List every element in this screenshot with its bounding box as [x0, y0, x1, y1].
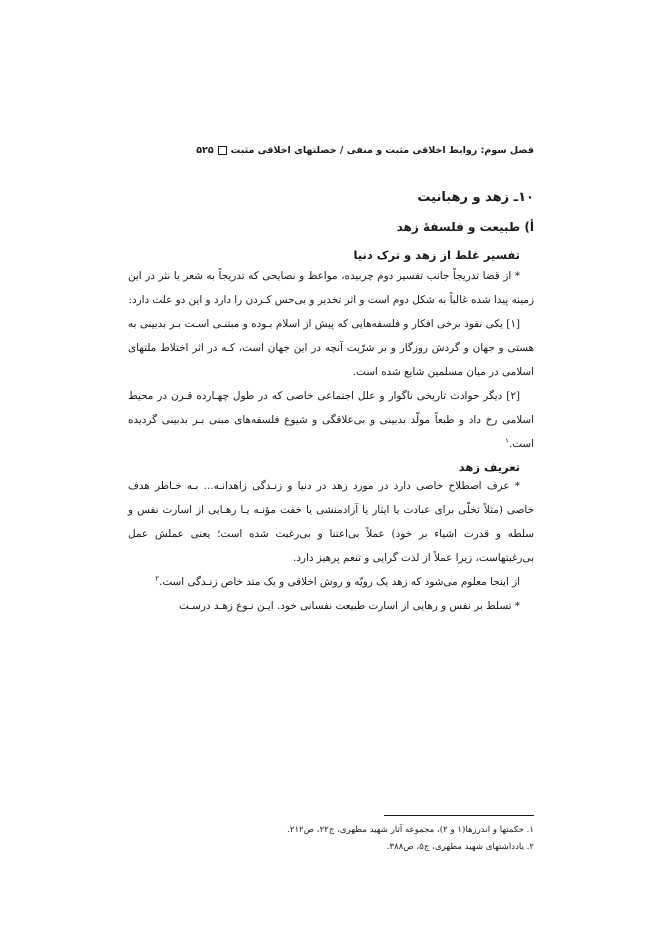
page-marker-icon — [218, 146, 227, 155]
footnote-1: ۱. حکمتها و اندرزها(۱ و ۲)، مجموعه آثار شهید مطهری، ج۲۲، ص۲۱۲. — [287, 825, 534, 835]
body-text — [128, 178, 534, 618]
running-title: فصل سوم: روابط اخلاقی مثبت و منفی / خصلتهای اخلاقی مثبت — [230, 145, 534, 156]
footnote-divider — [384, 815, 534, 816]
paragraph-5 — [128, 570, 534, 594]
paragraph-3-text: [۲] دیگر حوادث تاریخی ناگوار و علل اجتماعی خاصی که در طول چهـارده قـرن در محیط اسلامی رخ داد و طبعاً مولّد بدبینی و بی‌علاقگی و شیوع فلسفه‌های مبنی بـر بدبینی گردیده است. — [128, 390, 534, 450]
footnote-ref-1: ۱ — [505, 436, 509, 445]
paragraph-4: * عرف اصطلاح خاصی دارد در مورد زهد در دنیا و زنـدگی زاهدانـه... بـه خـاطر هدف خاصی (مثلاً تخلّی برای عبادت یا ایثار یا آزادمنشی یا خفت مؤنـه یـا رهـایی از اسارت نفس و سلطه و قدرت اشیاء بر خود) عملاً بی‌اعتنا و بی‌رغبت شده است؛ یعنی عملش عمل بی‌رغبتهاست، زیرا عملاً از لذت گرایی و تنعم پرهیز دارد. — [128, 480, 534, 564]
footnote-2: ۲. یادداشتهای شهید مطهری، ج۵، ص۳۸۸. — [386, 842, 534, 852]
paragraph-3 — [128, 384, 534, 456]
footnotes — [128, 822, 534, 856]
subsection-heading: أ) طبیعت و فلسفهٔ زهد — [396, 220, 534, 234]
topic-heading-misinterpretation: تفسیر غلط از زهد و ترک دنیا — [353, 248, 520, 262]
footnote-ref-2: ۲ — [155, 574, 160, 583]
topic-heading-definition: تعریف زهد — [458, 460, 520, 474]
paragraph-2: [۱] یکی نفوذ برخی افکار و فلسفه‌هایی که پیش از اسلام بـوده و مبتنـی اسـت بـر بدبینی به هستی و جهان و گردش روزگار و بر شرّیت آنچه در این جهان است، کـه در اثر اختلاط ملتهای اسلامی در میان مسلمین شایع شده است. — [128, 318, 534, 378]
paragraph-1: * از قضا تدریجاً جانب تفسیر دوم چربیده، مواعظ و نصایحی که تدریجاً به شعر یا نثر در این زمینه پیدا شده غالباً به شکل دوم است و اثر تخدیر و بی‌حس کـردن را دارد و این دو علت دارد: — [128, 270, 534, 306]
running-header — [128, 145, 534, 156]
page-number: ۵۲۵ — [196, 145, 214, 156]
section-heading: ۱۰ـ زهد و رهبانیت — [417, 190, 534, 205]
paragraph-5-text: از اینجا معلوم می‌شود که زهد یک رویّه و روش اخلاقی و یک متد خاص زنـدگی است. — [159, 576, 520, 588]
paragraph-6: * تسلط بر نفس و رهایی از اسارت طبیعت نفسانی خود. ایـن نـوع زهـد درسـت — [178, 600, 520, 612]
